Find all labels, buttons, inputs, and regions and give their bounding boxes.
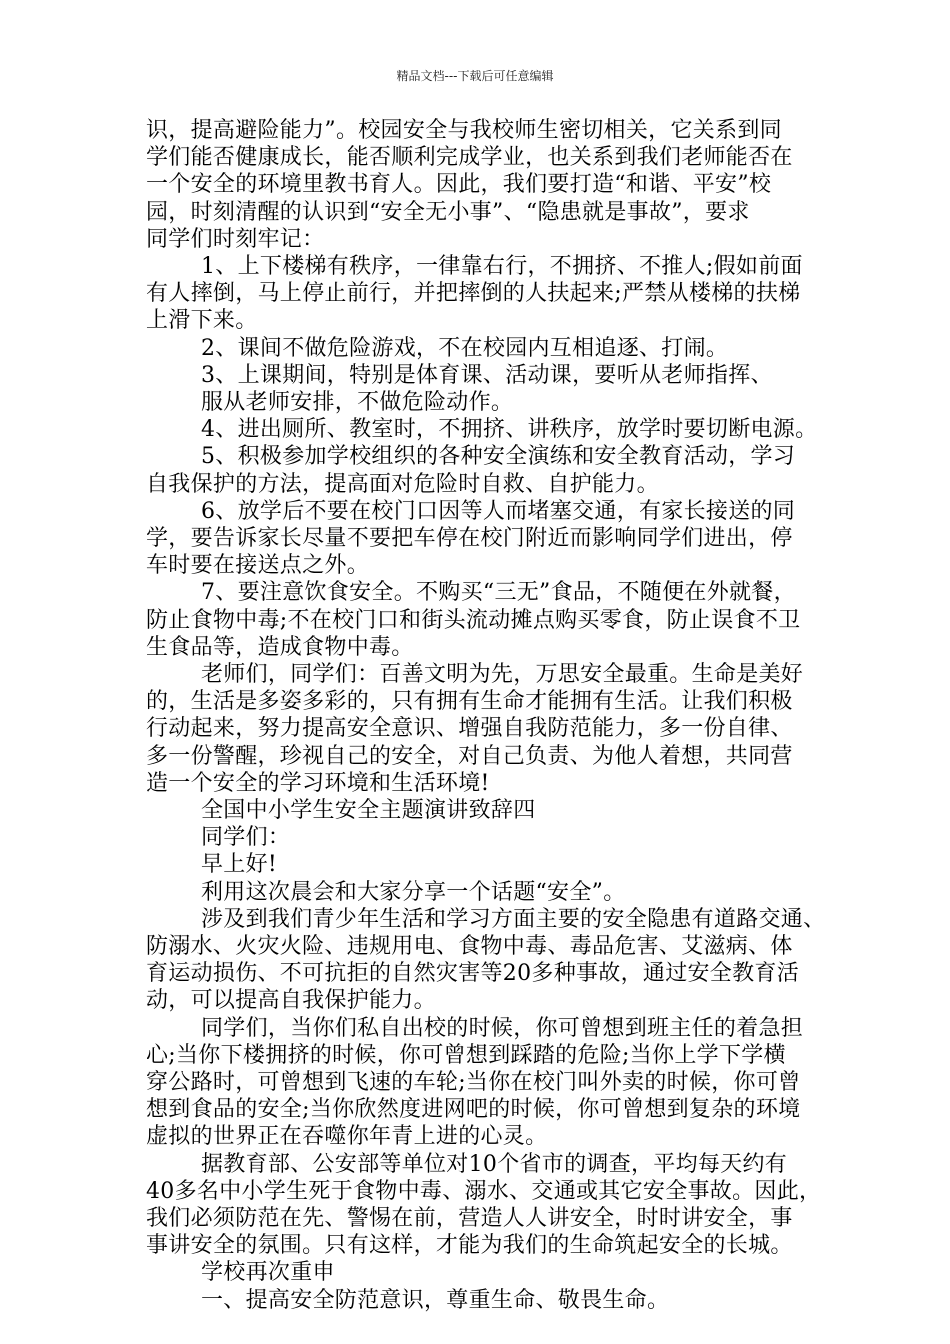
text-line: 动，可以提高自我保护能力。 [146,988,436,1014]
text-line: 有人摔倒，马上停止前行，并把摔倒的人扶起来;严禁从楼梯的扶梯 [146,281,801,307]
text-line: 事讲安全的氛围。只有这样，才能为我们的生命筑起安全的长城。 [146,1233,793,1259]
text-line: 早上好! [201,852,278,878]
text-line: 虚拟的世界正在吞噬你年青上进的心灵。 [146,1124,548,1150]
text-line: 的，生活是多姿多彩的，只有拥有生命才能拥有生活。让我们积极 [146,689,793,715]
text-line: 上滑下来。 [146,308,258,334]
text-line: 服从老师安排，不做危险动作。 [201,390,514,415]
text-line: 40多名中小学生死于食物中毒、溺水、交通或其它安全事故。因此， [146,1178,822,1204]
text-line: 行动起来，努力提高安全意识、增强自我防范能力，多一份自律、 [146,716,793,742]
page-header: 精品文档---下载后可任意编辑 [396,69,554,83]
text-line: 育运动损伤、不可抗拒的自然灾害等20多种事故，通过安全教育活 [146,961,799,987]
text-line: 想到食品的安全;当你欣然度进网吧的时候，你可曾想到复杂的环境 [146,1097,801,1123]
text-line: 4、进出厕所、教室时，不拥挤、讲秩序，放学时要切断电源。 [201,417,818,443]
text-line: 学，要告诉家长尽量不要把车停在校门附近而影响同学们进出，停 [146,526,793,551]
text-line: 造一个安全的学习环境和生活环境! [146,770,490,796]
text-line: 我们必须防范在先、警惕在前，营造人人讲安全，时时讲安全，事 [146,1206,793,1231]
text-line: 7、要注意饮食安全。不购买“三无”食品，不随便在外就餐， [201,580,796,606]
text-line: 学校再次重申 [201,1260,335,1286]
text-line: 防溺水、火灾火险、违规用电、食物中毒、毒品危害、艾滋病、体 [146,934,793,959]
text-line: 6、放学后不要在校门口因等人而堵塞交通，有家长接送的同 [201,498,796,524]
text-line: 据教育部、公安部等单位对10个省市的调查，平均每天约有 [201,1151,788,1177]
text-line: 1、上下楼梯有秩序，一律靠右行，不拥挤、不推人;假如前面 [201,254,803,279]
text-line: 3、上课期间，特别是体育课、活动课，要听从老师指挥、 [201,362,773,388]
text-line: 同学们时刻牢记： [146,226,325,252]
text-line: 识，提高避险能力”。校园安全与我校师生密切相关，它关系到同 [146,118,782,143]
text-line: 自我保护的方法，提高面对危险时自救、自护能力。 [146,471,659,497]
text-line: 同学们，当你们私自出校的时候，你可曾想到班主任的着急担 [201,1015,804,1041]
text-line: 心;当你下楼拥挤的时候，你可曾想到踩踏的危险;当你上学下学横 [146,1042,786,1068]
text-line: 学们能否健康成长，能否顺利完成学业，也关系到我们老师能否在 [146,145,793,171]
text-line: 园，时刻清醒的认识到“安全无小事”、“隐患就是事故”，要求 [146,199,750,225]
text-line: 一个安全的环境里教书育人。因此，我们要打造“和谐、平安”校 [146,172,772,198]
text-line: 老师们，同学们：百善文明为先，万思安全最重。生命是美好 [201,662,804,687]
text-line: 涉及到我们青少年生活和学习方面主要的安全隐患有道路交通、 [201,906,826,932]
text-line: 一、提高安全防范意识，尊重生命、敬畏生命。 [201,1287,670,1313]
text-line: 同学们： [201,825,291,851]
text-line: 车时要在接送点之外。 [146,553,370,579]
text-line: 穿公路时，可曾想到飞速的车轮;当你在校门叫外卖的时候，你可曾 [146,1070,801,1095]
text-line: 生食品等，造成食物中毒。 [146,634,414,660]
text-line: 全国中小学生安全主题演讲致辞四 [201,798,536,823]
text-line: 利用这次晨会和大家分享一个话题“安全”。 [201,879,626,905]
text-line: 防止食物中毒;不在校门口和街头流动摊点购买零食，防止误食不卫 [146,607,801,633]
text-line: 2、课间不做危险游戏，不在校园内互相追逐、打闹。 [201,335,729,361]
text-line: 多一份警醒，珍视自己的安全，对自己负责、为他人着想，共同营 [146,743,793,769]
text-line: 5、积极参加学校组织的各种安全演练和安全教育活动，学习 [201,444,796,470]
